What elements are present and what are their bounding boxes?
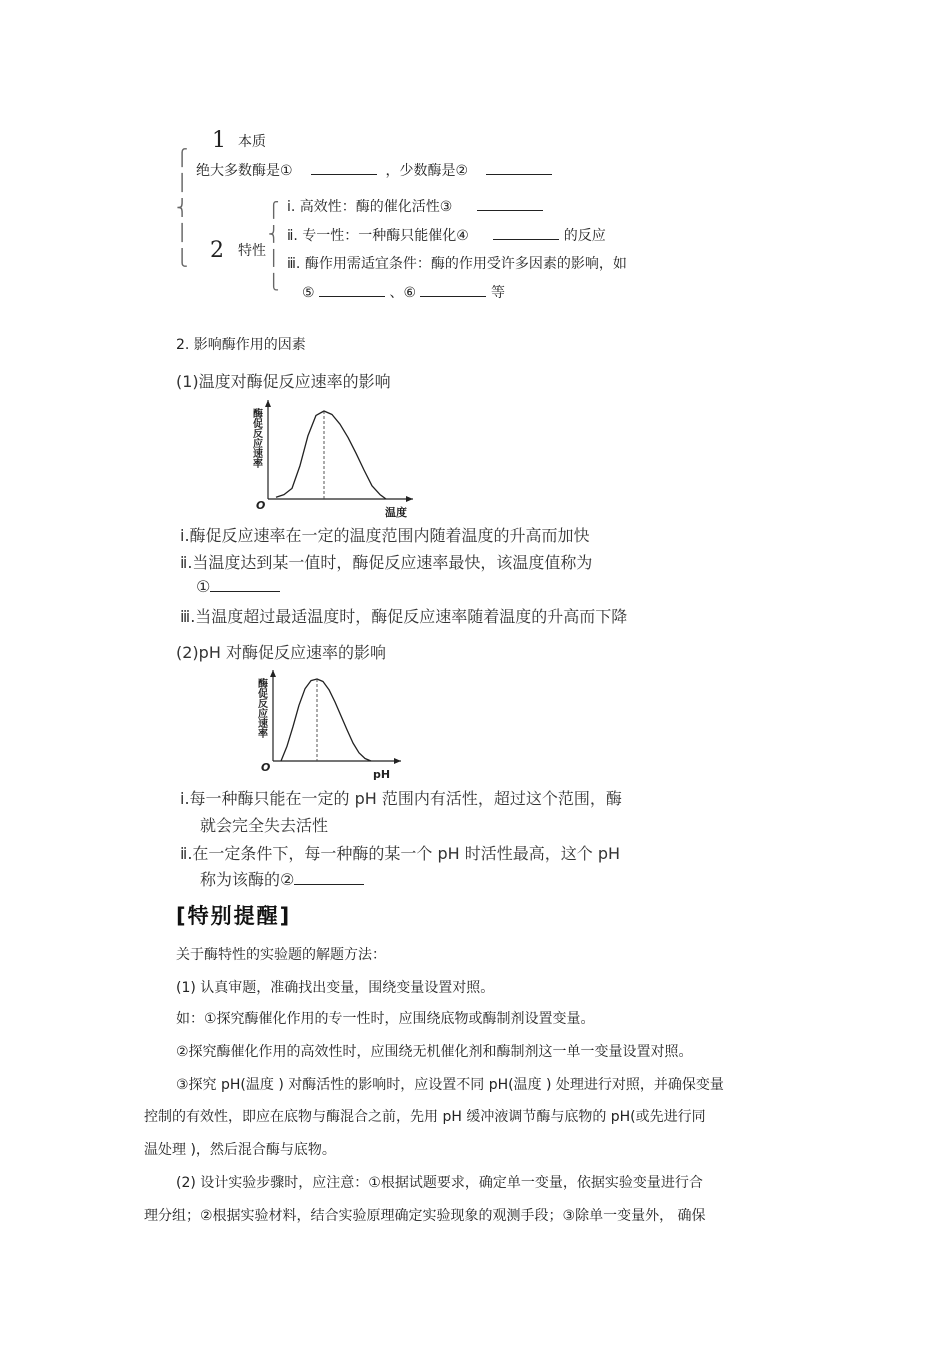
blank-ph-2: [294, 870, 364, 885]
ph-point-1-cont: 就会完全失去活性: [200, 816, 329, 835]
tip-line-9: 理分组；②根据实验材料，结合实验原理确定实验现象的观测手段；③除单一变量外， 确保: [144, 1208, 706, 1224]
property-conditions-blanks: ⑤ 、⑥ 等: [302, 282, 505, 302]
temp-point-1: ⅰ.酶促反应速率在一定的温度范围内随着温度的升高而加快: [180, 526, 590, 545]
origin-label: O: [256, 499, 266, 512]
outline-label-essence: 本质: [238, 134, 266, 150]
tip-header-bracket-right: ]: [279, 904, 292, 928]
temp-point-2-blank: ①: [196, 577, 280, 596]
outline-number-1: 1: [212, 128, 226, 153]
property-specificity: ⅱ. 专一性：一种酶只能催化④ 的反应: [287, 225, 606, 245]
y-axis-arrow: [270, 670, 276, 677]
y-axis-arrow: [265, 400, 271, 407]
outer-brace: ⎧ ⎪ ⎨ ⎪ ⎩: [176, 148, 188, 267]
property-efficiency: ⅰ. 高效性：酶的催化活性③: [287, 196, 543, 216]
curve-line: [276, 411, 386, 499]
tip-line-7: 温处理 )，然后混合酶与底物。: [144, 1142, 336, 1158]
temp-title: (1)温度对酶促反应速率的影响: [176, 372, 391, 391]
outline-line-1: 绝大多数酶是① ，少数酶是②: [196, 160, 552, 180]
inner-brace: ⎧ ⎨ ⎪ ⎩: [268, 201, 280, 291]
tip-header-text: 特别提醒: [187, 904, 280, 928]
temp-point-3: ⅲ.当温度超过最适温度时，酶促反应速率随着温度的升高而下降: [180, 607, 628, 626]
blank-4: [493, 225, 559, 240]
tip-line-1: 关于酶特性的实验题的解题方法：: [176, 947, 386, 963]
blank-2: [486, 160, 552, 175]
outline-label-property: 特性: [238, 243, 266, 259]
x-axis-label: 温度: [385, 506, 407, 519]
x-axis-arrow: [406, 496, 413, 502]
x-axis-label: pH: [373, 768, 391, 781]
ph-point-1: ⅰ.每一种酶只能在一定的 pH 范围内有活性，超过这个范围，酶: [180, 789, 622, 808]
tip-line-8: (2) 设计实验步骤时，应注意：①根据试题要求，确定单一变量，依据实验变量进行合: [176, 1175, 703, 1191]
ph-point-2-blank: 称为该酶的②: [200, 867, 364, 890]
temp-point-2: ⅱ.当温度达到某一值时，酶促反应速率最快，该温度值称为: [180, 553, 593, 572]
blank-1: [311, 160, 377, 175]
tip-header: [176, 900, 291, 930]
origin-label: O: [261, 761, 271, 774]
tip-line-6: 控制的有效性，即应在底物与酶混合之前，先用 pH 缓冲液调节酶与底物的 pH(或先进行同: [144, 1109, 706, 1125]
y-axis-label: 酶促反应速率: [255, 678, 267, 738]
ph-chart: [245, 665, 405, 785]
section-2-title: 2. 影响酶作用的因素: [176, 337, 306, 353]
tip-header-bracket-left: [: [176, 904, 188, 928]
x-axis-arrow: [394, 758, 401, 764]
blank-5: [319, 282, 385, 297]
blank-3: [477, 196, 543, 211]
property-conditions: ⅲ. 酶作用需适宜条件：酶的作用受许多因素的影响，如: [287, 256, 627, 272]
ph-title: (2)pH 对酶促反应速率的影响: [176, 643, 386, 662]
y-axis-label: 酶促反应速率: [250, 408, 262, 468]
temp-chart-plot: [251, 400, 414, 519]
blank-temp-1: [210, 577, 280, 592]
tip-line-5: ③探究 pH(温度 ) 对酶活性的影响时，应设置不同 pH(温度 ) 处理进行对照，并确保变量: [176, 1077, 724, 1093]
blank-6: [420, 282, 486, 297]
tip-line-3: 如：①探究酶催化作用的专一性时，应围绕底物或酶制剂设置变量。: [176, 1011, 595, 1027]
outline-number-2: 2: [210, 238, 224, 263]
tip-line-4: ②探究酶催化作用的高效性时，应围绕无机催化剂和酶制剂这一单一变量设置对照。: [176, 1044, 693, 1060]
curve-line: [281, 679, 371, 761]
temp-chart: [240, 395, 407, 520]
tip-line-2: (1) 认真审题，准确找出变量，围绕变量设置对照。: [176, 980, 495, 996]
ph-point-2: ⅱ.在一定条件下，每一种酶的某一个 pH 时活性最高，这个 pH: [180, 844, 621, 863]
ph-chart-plot: [256, 670, 402, 781]
